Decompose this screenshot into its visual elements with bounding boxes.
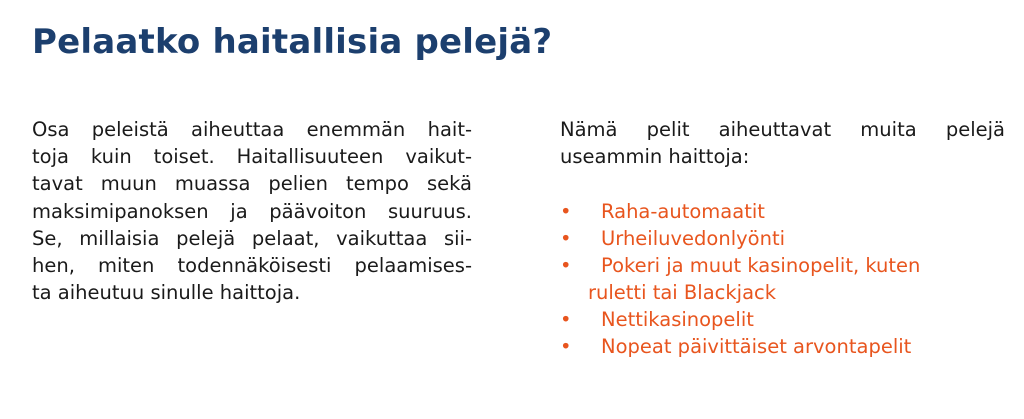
body-paragraph — [32, 116, 472, 306]
bullet-icon: • — [560, 200, 572, 223]
harmful-games-section — [560, 116, 1005, 358]
body-line: Osa peleistä aiheuttaa enemmän hait- — [32, 118, 472, 141]
list-intro-line: Nämä pelit aiheuttavat muita pelejä — [560, 118, 1005, 141]
list-item-text-continuation: ruletti tai Blackjack — [588, 281, 777, 304]
list-item-text: Nopeat päivittäiset arvontapelit — [601, 335, 912, 358]
list-item-text: Nettikasinopelit — [601, 308, 754, 331]
list-item — [560, 198, 1005, 225]
body-line: hen, miten todennäköisesti pelaamises- — [32, 254, 472, 278]
list-item-text: Raha-automaatit — [601, 200, 765, 223]
body-line: maksimipanoksen ja päävoiton suuruus. — [32, 199, 472, 223]
list-item — [560, 306, 1005, 333]
bullet-icon: • — [560, 335, 572, 358]
list-item — [560, 225, 1005, 252]
body-line: ta aiheutuu sinulle haittoja. — [32, 281, 301, 305]
body-line: tavat muun muassa pelien tempo sekä — [32, 172, 472, 196]
bullet-icon: • — [560, 254, 572, 277]
harmful-games-list — [560, 198, 1005, 360]
list-item-text: Pokeri ja muut kasinopelit, kuten — [601, 254, 921, 277]
body-line: Se, millaisia pelejä pelaat, vaikuttaa sii- — [32, 226, 472, 250]
bullet-icon: • — [560, 227, 572, 250]
page-title: Pelaatko haitallisia pelejä? — [32, 22, 553, 62]
list-item-text: Urheiluvedonlyönti — [601, 227, 786, 250]
list-item — [560, 252, 1005, 306]
body-line: toja kuin toiset. Haitallisuuteen vaikut- — [32, 145, 472, 169]
bullet-icon: • — [560, 308, 572, 331]
list-intro-line: useammin haittoja: — [560, 145, 750, 169]
list-item — [560, 333, 1005, 360]
